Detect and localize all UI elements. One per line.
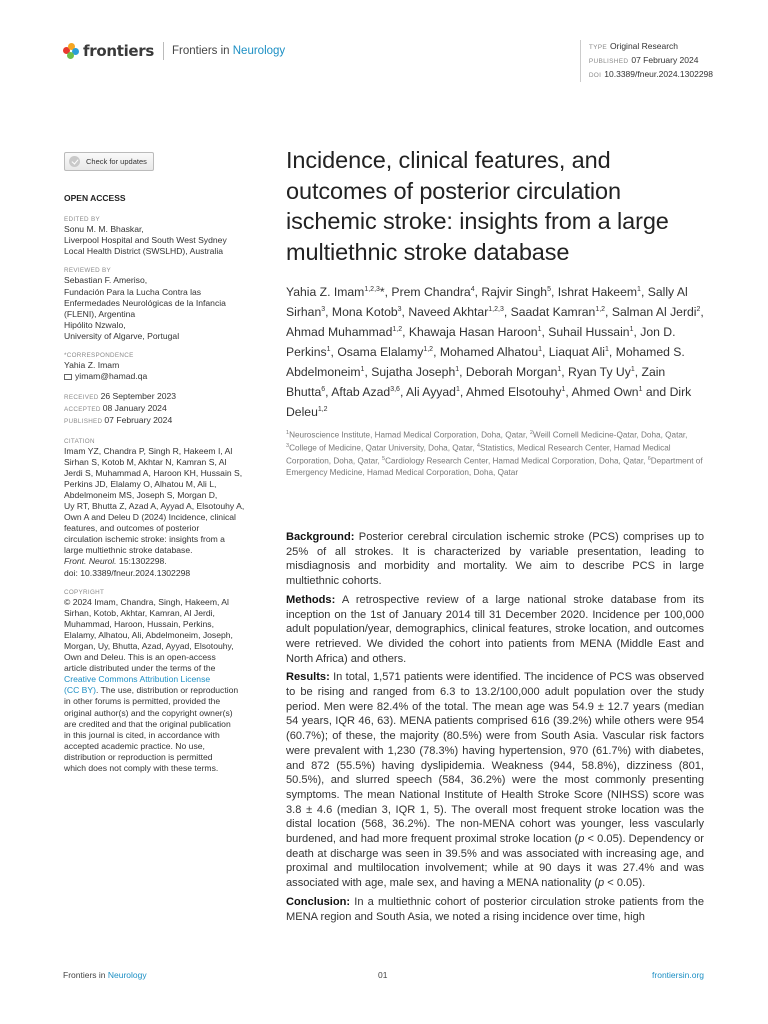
affiliations: $^1$Neuroscience Institute, Hamad Medical Corporation, Doha, Qatar, $^2$Weill Cornell Medicine-Qatar, Doha, Qatar, $^3$College of Medicine, Qatar University, Doha, Qatar, $^4$Statistics, Medical Research Center, Hamad Medical Corporation, Doha, Qatar, $^5$Cardiology Research Center, Hamad Medical Corporation, Doha, Qatar, $^6$Department of Emergency Medicine, Hamad Medical Corporation, Doha, Qatar (286, 430, 703, 477)
abstract-results: Results: In total, 1,571 patients were identified. The incidence of PCS was observed to be rising and ranged from 6.3 to 13.2/100,000 adult population over the study period. Men were 82.4% of the total. The mean age was 54.9 ± 12.7 years (median 54 years, IQR 46, 63). MENA patients comprised 616 (39.2%) while others were 954 (60.7%); of these, the majority (80.5%) were from South Asia. Vascular risk factors were prevalent with 1,230 (78.3%) having hypertension, 970 (61.7%) with diabetes, and 872 (55.5%) having dyslipidemia. Weakness (944, 58.8%), dizziness (801, 50.5%), and slurred speech (584, 36.2%) were the most commonly presenting symptoms. The mean National Institute of Health Stroke Score (NIHSS) score was 3.8 ± 4.6 (median 3, IQR 1, 5). The overall most frequent stroke location was the distal location (568, 36.2%). The non-MENA cohort was younger, less vascularly burdened, and had more frequent proximal stroke location (p < 0.05). Dependency or death at discharge was seen in 39.5% and was associated with increasing age, and proximal and multilocation involvement; while at 90 days it was 27.4% and was associated with age, male sex, and having a MENA nationality (p < 0.05). (286, 671, 704, 890)
reviewed-by-section: REVIEWED BY Sebastian F. Ameriso, Fundación Para la Lucha Contra las Enfermedades Neurológicas de la Infancia (FLENI), Argentina Hipólito Nzwalo, University of Algarve, Portugal (64, 267, 226, 341)
article-sidebar (64, 152, 264, 783)
published-date: 07 February 2024 (631, 55, 699, 65)
open-access-label: OPEN ACCESS (64, 193, 126, 204)
article-title: Incidence, clinical features, and outcomes of posterior circulation ischemic stroke: insights from a large multiethnic stroke database (286, 147, 669, 265)
doi-link[interactable]: 10.3389/fneur.2024.1302298 (604, 69, 713, 79)
abstract-methods: Methods: A retrospective review of a large national stroke database from its inception on the 1st of January 2014 till 31 December 2020. Incidence per 100,000 adult population/year, demographics, clinical features, stroke location, and outcomes were retrieved. We divided the cohort into patients from MENA (Middle East and North Africa) and others. (286, 593, 704, 665)
abstract-background: Background: Posterior cerebral circulation ischemic stroke (PCS) comprises up to 25% of all strokes. It is characterized by variable presentation, leading to misdiagnosis and morbidity and mortality. We aim to describe PCS in large multiethnic cohorts. (286, 531, 704, 588)
abstract (286, 530, 704, 928)
brand-name: frontiers (83, 42, 155, 60)
dates-section: RECEIVED 26 September 2023 ACCEPTED 08 January 2024 PUBLISHED 07 February 2024 (64, 391, 177, 426)
journal-name[interactable]: Frontiers in Neurology (172, 45, 286, 57)
footer-site-link[interactable]: frontiersin.org (652, 970, 704, 980)
accepted-date: 08 January 2024 (102, 403, 167, 414)
article-meta: TYPE Original Research PUBLISHED 07 February 2024 DOI 10.3389/fneur.2024.1302298 (580, 40, 713, 82)
author-list: Yahia Z. Imam$^{1,2,3}$*, Prem Chandra$^4$, Rajvir Singh$^5$, Ishrat Hakeem$^1$, Sally Al Sirhan$^3$, Mona Kotob$^3$, Naveed Akhtar$^{1,2,3}$, Saadat Kamran$^{1,2}$, Salman Al Jerdi$^2$, Ahmad Muhammad$^{1,2}$, Khawaja Hasan Haroon$^1$, Suhail Hussain$^1$, Jon D. Perkins$^1$, Osama Elalamy$^{1,2}$, Mohamed Alhatou$^1$, Liaquat Ali$^1$, Mohamed S. Abdelmoneim$^1$, Sujatha Joseph$^1$, Deborah Morgan$^1$, Ryan Ty Uy$^1$, Zain Bhutta$^6$, Aftab Azad$^{3,6}$, Ali Ayyad$^1$, Ahmed Elsotouhy$^1$, Ahmed Own$^1$ and Dirk Deleu$^{1,2}$ (286, 285, 704, 420)
license-link[interactable]: Creative Commons Attribution License (64, 674, 211, 685)
received-date: 26 September 2023 (100, 391, 177, 402)
correspondence-name: Yahia Z. Imam (64, 360, 120, 371)
citation-doi[interactable]: doi: 10.3389/fneur.2024.1302298 (64, 567, 191, 578)
published-date-sidebar: 07 February 2024 (104, 415, 173, 426)
citation-section: CITATION Imam YZ, Chandra P, Singh R, Hakeem I, Al Sirhan S, Kotob M, Akhtar N, Kamran S, Al Jerdi S, Muhammad A, Haroon KH, Hussain S, Perkins JD, Elalamy O, Alhatou M, Ali L, Abdelmoneim MS, Joseph S, Morgan D, Uy RT, Bhutta Z, Azad A, Ayyad A, Elsotouhy A, Own A and Deleu D (2024) Incidence, clinical features, and outcomes of posterior circulation ischemic stroke: insights from a large multiethnic stroke database. Front. Neurol. 15:1302298. doi: 10.3389/fneur.2024.1302298 (64, 437, 264, 579)
article-type: Original Research (610, 41, 679, 51)
frontiers-logo-icon (63, 43, 79, 59)
correspondence-email[interactable]: yimam@hamad.qa (64, 371, 264, 382)
cc-by-link[interactable]: (CC BY) (64, 685, 96, 696)
envelope-icon (64, 374, 72, 380)
edited-by-section: EDITED BY Sonu M. M. Bhaskar, Liverpool Hospital and South West Sydney Local Health District (SWSLHD), Australia (64, 216, 227, 257)
correspondence-section: *CORRESPONDENCE Yahia Z. Imam yimam@hamad.qa (64, 351, 264, 382)
check-updates-icon (69, 156, 80, 167)
page-number: 01 (378, 970, 388, 980)
copyright-section: COPYRIGHT © 2024 Imam, Chandra, Singh, Hakeem, Al Sirhan, Kotob, Akhtar, Kamran, Al Jerdi, Muhammad, Haroon, Hussain, Perkins, Elalamy, Alhatou, Ali, Abdelmoneim, Joseph, Morgan, Uy, Bhutta, Azad, Ayyad, Elsotouhy, Own and Deleu. This is an open-access article distributed under the terms of the Creative Commons Attribution License (CC BY). The use, distribution or reproduction in other forums is permitted, provided the original author(s) and the copyright owner(s) are credited and that the original publication in this journal is cited, in accordance with accepted academic practice. No use, distribution or reproduction is permitted which does not comply with these terms. (64, 588, 264, 775)
page-header (63, 40, 713, 80)
article-main (286, 145, 706, 478)
check-for-updates-button[interactable]: Check for updates (64, 152, 154, 171)
footer-journal[interactable]: Frontiers in Neurology (63, 970, 147, 980)
journal-branding (63, 42, 285, 60)
divider (163, 42, 164, 60)
abstract-conclusion: Conclusion: In a multiethnic cohort of posterior circulation stroke patients from the MENA region and South Asia, we noted a rising incidence over time, high (286, 895, 704, 923)
